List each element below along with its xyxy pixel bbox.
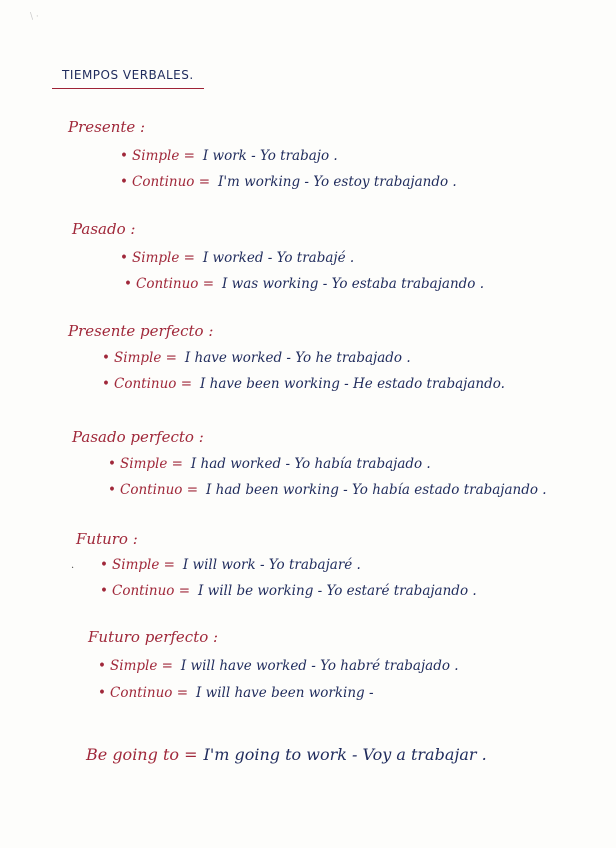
item-content: I have been working - He estado trabajando. xyxy=(200,376,505,392)
title-underline xyxy=(52,88,204,89)
item-content: I work - Yo trabajo . xyxy=(202,148,338,164)
going-to-content: I'm going to work - Voy a trabajar . xyxy=(203,745,487,764)
list-item xyxy=(100,557,361,573)
bullet-dot: • xyxy=(98,658,106,674)
list-item xyxy=(120,250,354,266)
item-label: Simple = xyxy=(120,456,183,472)
item-label: Continuo = xyxy=(136,276,215,292)
bullet-dot: • xyxy=(108,482,116,498)
item-content: I will have been working - xyxy=(196,685,374,701)
section-title-presente-perfecto: Presente perfecto : xyxy=(68,322,214,340)
item-label: Simple = xyxy=(114,350,177,366)
bullet-dot: • xyxy=(124,276,132,292)
list-item xyxy=(108,482,547,498)
item-content: I worked - Yo trabajé . xyxy=(202,250,355,266)
bullet-dot: • xyxy=(120,148,128,164)
item-content: I was working - Yo estaba trabajando . xyxy=(222,276,485,292)
bullet-dot: • xyxy=(98,685,106,701)
list-item xyxy=(124,276,484,292)
item-content: I have worked - Yo he trabajado . xyxy=(184,350,411,366)
item-content: I'm working - Yo estoy trabajando . xyxy=(218,174,457,190)
section-title-futuro: Futuro : xyxy=(76,530,138,548)
going-to-row xyxy=(86,745,487,764)
item-content: I had worked - Yo había trabajado . xyxy=(190,456,431,472)
item-label: Continuo = xyxy=(112,583,191,599)
item-content: I will have worked - Yo habré trabajado . xyxy=(180,658,459,674)
section-title-presente: Presente : xyxy=(68,118,146,136)
section-title-futuro-perfecto: Futuro perfecto : xyxy=(88,628,219,646)
bullet-dot: • xyxy=(120,174,128,190)
bullet-dot: • xyxy=(100,557,108,573)
margin-dot: · xyxy=(71,563,75,574)
section-title-pasado-perfecto: Pasado perfecto : xyxy=(72,428,204,446)
item-label: Simple = xyxy=(110,658,173,674)
section-title-pasado: Pasado : xyxy=(72,220,136,238)
list-item xyxy=(108,456,431,472)
item-label: Continuo = xyxy=(114,376,193,392)
item-label: Continuo = xyxy=(120,482,199,498)
item-label: Simple = xyxy=(132,148,195,164)
item-label: Simple = xyxy=(112,557,175,573)
bullet-dot: • xyxy=(120,250,128,266)
bullet-dot: • xyxy=(102,350,110,366)
going-to-label: Be going to = xyxy=(86,745,198,764)
bullet-dot: • xyxy=(108,456,116,472)
list-item xyxy=(120,148,338,164)
bullet-dot: • xyxy=(102,376,110,392)
list-item xyxy=(102,350,411,366)
item-content: I will be working - Yo estaré trabajando . xyxy=(198,583,477,599)
list-item xyxy=(120,174,457,190)
item-label: Simple = xyxy=(132,250,195,266)
item-content: I will work - Yo trabajaré . xyxy=(182,557,361,573)
list-item xyxy=(102,376,505,392)
list-item xyxy=(98,658,459,674)
item-label: Continuo = xyxy=(132,174,211,190)
list-item xyxy=(100,583,477,599)
list-item xyxy=(98,685,374,701)
page-title: TIEMPOS VERBALES. xyxy=(62,68,194,82)
item-label: Continuo = xyxy=(110,685,189,701)
bullet-dot: • xyxy=(100,583,108,599)
corner-scribble: \ · xyxy=(30,12,39,22)
item-content: I had been working - Yo había estado trabajando . xyxy=(206,482,547,498)
